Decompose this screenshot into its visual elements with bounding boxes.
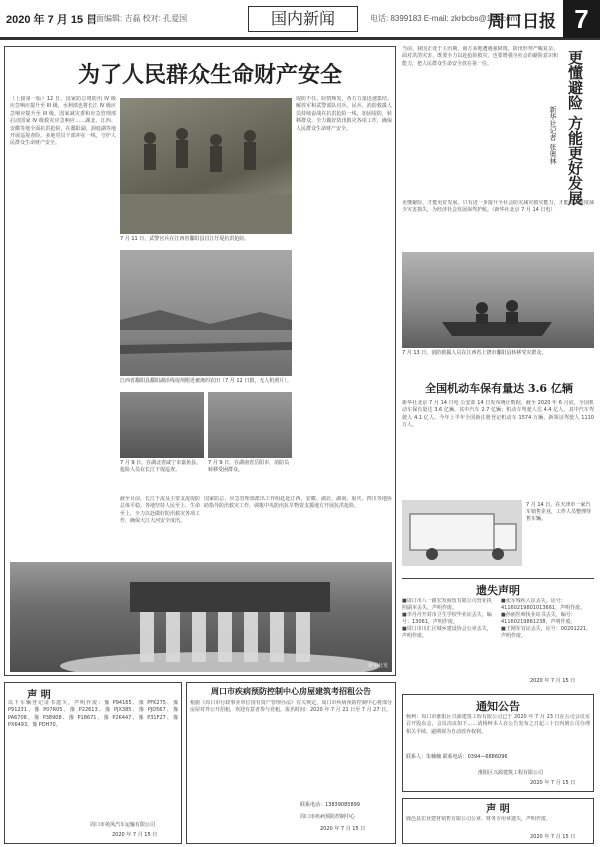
main-body-lower: 国家防总、应急管理部派出工作组赶赴江西、安徽、湖北、湖南、重庆、四川等地协助指导防汛救灾工作，调拨中央防汛抗旱物资支援地方开展抗洪抢险。 [204, 496, 392, 510]
main-body-col3: 截至目前，长江干流及主要支流堤防总体平稳。各地坚持人民至上、生命至上，全力以赴做好防汛救灾各项工作，确保大江大河安全度汛。 [120, 496, 200, 525]
page-number: 7 [563, 0, 600, 38]
statement-mid-contact: 联系电话：13839085899 [300, 802, 360, 808]
list-item: ■李丹丹开封市卫生学校毕业证丢失，编号：13061，声明作废。 [402, 612, 492, 625]
side-photo-caption: 7 月 13 日，消防救援人员在江西省上饶市鄱阳县转移受灾群众。 [402, 350, 547, 356]
issue-date: 2020 年 7 月 15 日 [6, 14, 98, 26]
masthead [0, 0, 600, 40]
lost-notices [402, 598, 594, 678]
statement-left-date: 2020 年 7 月 15 日 [112, 832, 158, 838]
photo-dam-spillway [10, 562, 392, 672]
photo-dike-inspection [120, 392, 204, 458]
lost-date: 2020 年 7 月 15 日 [530, 678, 576, 684]
notice-body: 杨柯：周口市淮阳区兴源建筑工程有限公司已于 2020 年 7 月 23 日在公司会议室召开股东会，会议决议如下……请杨柯本人在公告发布之日起三十日内到公司办理相关手续，逾期视为自动放弃权利。 [406, 714, 590, 735]
list-item: ■孙丽医师执业证书丢失，编号：41160219861238，声明作废。 [501, 612, 576, 625]
section-title: 国内新闻 [248, 6, 358, 32]
page-editors: 版面编辑: 吉磊 校对: 孔爱国 [88, 14, 188, 23]
statement-mid-body: 根据《周口市行政事业单位国有资产管理办法》有关规定，周口市疾病预防控制中心将部分房屋对外公开招租，欢迎有意者参与竞租。报名时间：2020 年 7 月 21 日至 7 月 27 日。 [190, 700, 392, 714]
statement-left-signature: 周口市苑风汽车运输有限公司 [90, 822, 156, 828]
photo-rescue [208, 392, 292, 458]
statement-right-date: 2020 年 7 月 15 日 [530, 834, 576, 840]
notice-contact: 联系人：朱楠楠 联系电话：0394—6886096 [406, 754, 508, 760]
side-body-a: 当前，我国正处于主汛期，南方多地遭遇强降雨，防汛形势严峻复杂。面对洪涝灾害，既要全力以赴抢险救灾，也要增强全社会的避险意识和能力，把人民群众生命安全放在第一位。 [402, 46, 558, 67]
main-body-col2: 堤防不住、险情频发，各方力量迅速集结。解放军和武警部队官兵、民兵、消防救援人员持续奋战在抗洪抢险一线，加固堤防，转移群众，全力做好防汛救灾各项工作，确保人民群众生命财产安全。 [296, 96, 392, 132]
side-byline: 新华社记者 张奥林 [549, 106, 557, 165]
list-item: ■周口市八一路宏发商贸有限公司营业执照副本丢失，声明作废。 [402, 598, 492, 611]
photo-rescue-boat-art [402, 252, 594, 348]
photo-bottom-credit: 新华社发 [367, 663, 388, 669]
caption-2: 江西省鄱阳县鄱阳湖沿线堤坝附近被淹的农田（7 月 12 日摄，无人机照片）。 [120, 378, 292, 384]
statement-left-title: 声 明 [27, 690, 51, 701]
photo-car-dealer-art [402, 500, 522, 566]
list-item: ■王刚军官证丢失，证号：00201221，声明作废。 [501, 626, 592, 639]
statement-right-title: 声 明 [486, 804, 510, 815]
caption-4: 7 月 9 日，在湖南省岳阳市，消防员转移受困群众。 [208, 460, 290, 473]
vehicles-body: 新华社北京 7 月 14 日电 公安部 14 日发布统计数据，截至 2020 年 6 月底，全国机动车保有量达 3.6 亿辆，其中汽车 2.7 亿辆；机动车驾驶人达 4.4 亿人，其中汽车驾驶人 4.1 亿人。今年上半年全国新注册登记机动车 1574 万辆，新领证驾驶人 1110 万人。 [402, 400, 594, 429]
notice-title: 通知公告 [476, 700, 520, 713]
list-item: ■周口市川汇区城乡建设协会公章丢失，声明作废。 [402, 626, 492, 639]
statement-mid-title: 周口市疾病预防控制中心房屋建筑考招租公告 [211, 686, 371, 696]
side-title: 更懂避险 方能更好发展 [566, 50, 584, 206]
photo-soldiers-levee-art [120, 98, 292, 234]
notice-date: 2020 年 7 月 15 日 [530, 780, 576, 786]
statement-right-body: 鹿邑县宏业建材销售有限公司公章、财务专用章遗失，声明作废。 [406, 816, 552, 822]
photo-flooded-fields [120, 250, 292, 376]
main-headline: 为了人民群众生命财产安全 [77, 62, 342, 88]
photo-car-dealer [402, 500, 522, 566]
photo-rescue-boat [402, 252, 594, 348]
vehicles-title: 全国机动车保有量达 3.6 亿辆 [425, 382, 573, 395]
vehicles-caption: 7 月 14 日，在天津市一家汽车销售企业，工作人员整理待售车辆。 [526, 502, 592, 522]
photo-soldiers-levee [120, 98, 292, 234]
main-body-col1: （上接第一版）12 日，国家防总将防汛 IV 级应急响应提升至 III 级，水利部也将长江 IV 级应急响应提升至 III 级。国家减灾委和应急管理部启动国家 IV 级救灾应急响应……湖北、江西、安徽等地全面抗洪抢险，在鄱阳湖、洞庭湖等地开展巡堤查险。多地党员干部冲在一线，守护人民群众生命财产安全。 [10, 96, 116, 147]
newspaper-brand: 周口日报 [488, 12, 556, 32]
photo-flooded-fields-art [120, 250, 292, 376]
contact-line: 电话: 8399183 E-mail: zkrbcbs@126.com [370, 14, 518, 23]
notice-signature: 淮阳区兴源建筑工程有限公司 [478, 770, 544, 776]
statement-left-body: 以下车辆登记证书遗失，声明作废：豫 P94165、豫 PFK275、豫 P91231、豫 P07R05、豫 P22613、豫 PJX385、豫 PJD567、豫 PA6708、豫 P38908、豫 P18671、豫 P2K447、豫 P31F27、豫 PX6493、豫 PDH70。 [8, 700, 178, 729]
caption-3: 7 月 9 日，在湖北省咸宁市嘉鱼县，抢险人员在长江干堤巡查。 [120, 460, 202, 473]
statement-mid-signature: 周口市疾病预防控制中心 [300, 814, 356, 820]
list-item: ■张军残疾人证丢失，证号：41160219801013661，声明作废。 [501, 598, 586, 611]
lost-title: 遗失声明 [476, 584, 520, 597]
caption-1: 7 月 11 日，武警官兵在江西省鄱阳县昌江圩堤抗洪抢险。 [120, 236, 250, 242]
side-body-b: 更懂避险，才能更好发展。只有进一步提升全社会防灾减灾救灾能力，才能最大限度减少灾害损失，为经济社会发展保驾护航。（新华社北京 7 月 14 日电） [402, 200, 594, 214]
photo-dam-spillway-art [10, 562, 392, 672]
divider-lost [402, 578, 594, 579]
statement-mid-date: 2020 年 7 月 15 日 [320, 826, 366, 832]
